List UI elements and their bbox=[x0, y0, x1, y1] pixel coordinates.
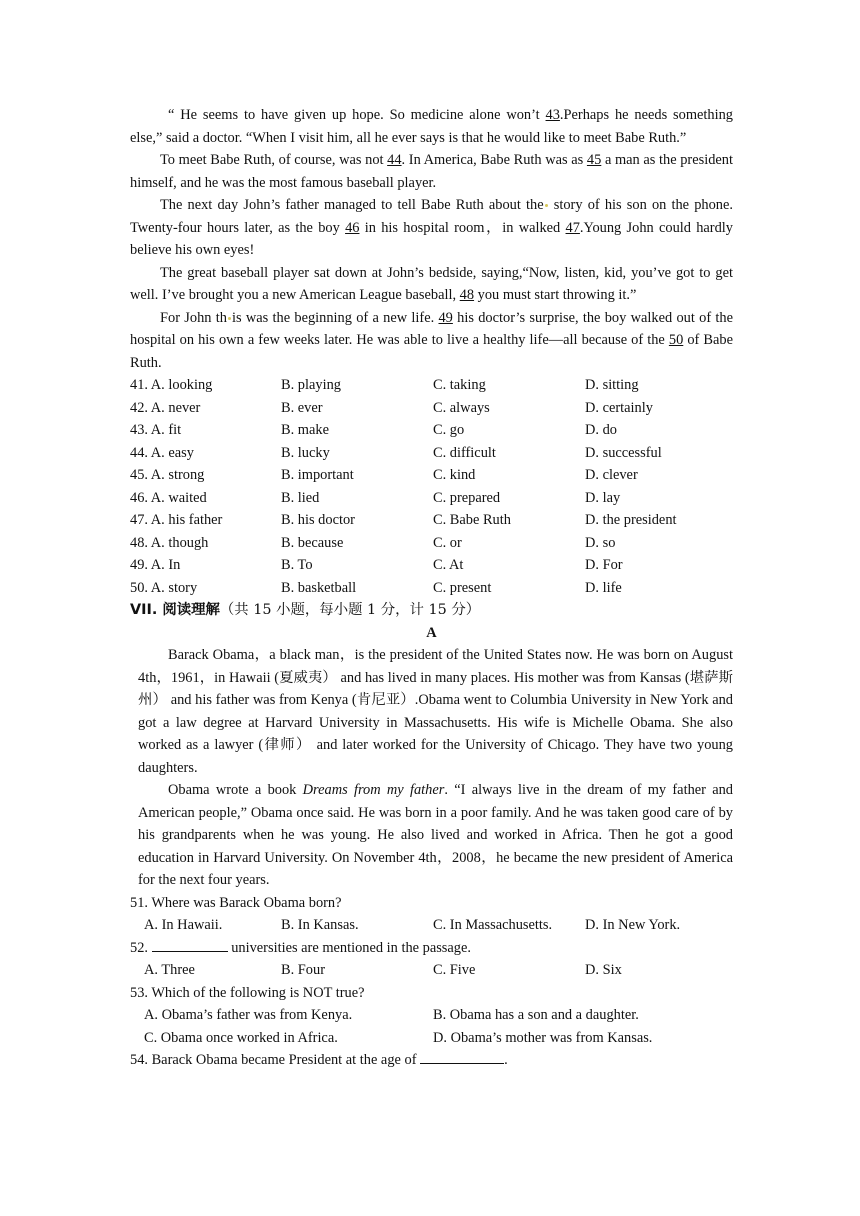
exam-page bbox=[130, 104, 733, 1072]
option: C. Babe Ruth bbox=[433, 512, 511, 528]
option: 45. A. strong bbox=[130, 467, 205, 483]
text: The great baseball player sat down at John’s bedside, saying,“Now, listen, kid, you’ve got to get well. I’ve brought you a new American League baseball, bbox=[130, 264, 733, 303]
option: A. In Hawaii. bbox=[144, 917, 223, 933]
text: “ He seems to have given up hope. So medicine alone won’t bbox=[168, 107, 546, 123]
option: D. do bbox=[585, 422, 617, 438]
option: D. life bbox=[585, 579, 622, 596]
option-row-45 bbox=[130, 464, 733, 487]
blank-50: 50 bbox=[668, 332, 684, 348]
option: 47. A. his father bbox=[130, 512, 223, 528]
text: For John th bbox=[160, 309, 227, 326]
option: B. Four bbox=[281, 962, 325, 978]
text: . “I always live in the dream of my father and American people,” Obama once said. He was born in a poor family. And he was taken good care of by his grandparents when he was young. He also lived and worked in Africa. Then he got a good education in Harvard University. On November 4th，2008，he became the new president of America for the next four years. bbox=[138, 782, 734, 888]
question-52 bbox=[130, 937, 733, 960]
book-title: Dreams from my father bbox=[302, 782, 445, 798]
text: you must start throwing it.” bbox=[474, 287, 637, 303]
option: 48. A. though bbox=[130, 534, 209, 551]
option: B. playing bbox=[281, 377, 341, 393]
passage-paragraph-1: Barack Obama，a black man，is the president of the United States now. He was born on August 4th，1961，in Hawaii (夏威夷） and has lived in many places. His mother was from Kansas (堪萨斯州） and his father was from Kenya (肯尼亚）.Obama went to Columbia University in New York and got a law degree at Harvard University in Massachusetts. His wife is Michelle Obama. She also worked as a lawyer (律师） and later worked for the University of Chicago. They have two young daughters. bbox=[138, 647, 733, 776]
blank-45: 45 bbox=[586, 152, 602, 168]
option: C. taking bbox=[433, 377, 486, 393]
option: B. his doctor bbox=[281, 512, 355, 528]
cloze-paragraph-3 bbox=[130, 194, 733, 262]
option-row-50 bbox=[130, 577, 733, 600]
option: D. certainly bbox=[585, 399, 653, 416]
option: C. go bbox=[433, 422, 465, 438]
question-text: 54. Barack Obama became President at the age of bbox=[130, 1052, 421, 1068]
option: D. For bbox=[585, 557, 623, 573]
option: B. make bbox=[281, 422, 329, 438]
option: D. so bbox=[585, 534, 616, 551]
option: B. Obama has a son and a daughter. bbox=[433, 1007, 639, 1023]
option: D. sitting bbox=[585, 377, 639, 393]
option-row-48 bbox=[130, 532, 733, 555]
text: The next day John’s father managed to tell Babe Ruth about the bbox=[160, 197, 544, 213]
option: 42. A. never bbox=[130, 399, 201, 416]
text: .Perhaps he needs something else,” said a doctor. “When I visit him, all he ever says is that he would like to meet Babe Ruth.” bbox=[130, 107, 734, 146]
passage-paragraph-2 bbox=[138, 779, 733, 892]
option: B. To bbox=[281, 557, 313, 573]
text: Obama wrote a book bbox=[168, 782, 303, 798]
option: D. successful bbox=[585, 444, 662, 461]
blank-49: 49 bbox=[438, 309, 453, 326]
dot-mark bbox=[545, 204, 548, 207]
section-subtitle: （共 15 小题，每小题 1 分，计 15 分） bbox=[219, 602, 481, 618]
section-title: VII. 阅读理解 bbox=[130, 602, 220, 618]
option-row-43 bbox=[130, 419, 733, 442]
cloze-paragraph-2 bbox=[130, 149, 733, 194]
option: 46. A. waited bbox=[130, 489, 207, 506]
option: B. In Kansas. bbox=[281, 917, 359, 933]
option: C. kind bbox=[433, 467, 476, 483]
passage-a bbox=[130, 644, 733, 892]
passage-label: A bbox=[426, 624, 437, 641]
option: C. difficult bbox=[433, 444, 496, 461]
option-row-49 bbox=[130, 554, 733, 577]
text: story of his son on the phone. Twenty-four hours later, as the boy bbox=[130, 197, 733, 236]
section-heading bbox=[130, 599, 733, 622]
option: B. ever bbox=[281, 399, 323, 416]
option: D. clever bbox=[585, 467, 638, 483]
option: C. Obama once worked in Africa. bbox=[144, 1029, 338, 1046]
option: C. Five bbox=[433, 962, 476, 978]
option: D. In New York. bbox=[585, 917, 681, 933]
text: is was the beginning of a new life. bbox=[231, 309, 439, 326]
option: B. because bbox=[281, 534, 344, 551]
option: D. the president bbox=[585, 512, 677, 528]
question-text: universities are mentioned in the passage. bbox=[227, 939, 471, 956]
option-row-42 bbox=[130, 397, 733, 420]
cloze-paragraph-4 bbox=[130, 262, 733, 307]
option: C. prepared bbox=[433, 489, 501, 506]
option: 43. A. fit bbox=[130, 422, 182, 438]
option: C. In Massachusetts. bbox=[433, 917, 553, 933]
option: 41. A. looking bbox=[130, 377, 213, 393]
cloze-paragraph-1 bbox=[130, 104, 733, 149]
option: 50. A. story bbox=[130, 579, 198, 596]
blank-43: 43 bbox=[545, 107, 560, 123]
text: To meet Babe Ruth, of course, was not bbox=[160, 152, 388, 168]
option: 44. A. easy bbox=[130, 444, 194, 461]
option: B. lied bbox=[281, 489, 320, 506]
question-51: 51. Where was Barack Obama born? bbox=[130, 894, 342, 911]
option: C. always bbox=[433, 399, 490, 416]
text: in his hospital room，in walked bbox=[359, 219, 566, 236]
option: C. present bbox=[433, 579, 492, 596]
option: C. At bbox=[433, 557, 464, 573]
question-52-options bbox=[130, 959, 733, 982]
text: . In America, Babe Ruth was as bbox=[401, 152, 587, 168]
dot-mark bbox=[228, 317, 231, 320]
option: B. basketball bbox=[281, 579, 357, 596]
question-end: . bbox=[504, 1052, 508, 1068]
question-51-options bbox=[130, 914, 733, 937]
option: B. important bbox=[281, 467, 354, 483]
question-53: 53. Which of the following is NOT true? bbox=[130, 984, 365, 1001]
option: C. or bbox=[433, 534, 462, 551]
option: A. Obama’s father was from Kenya. bbox=[144, 1007, 353, 1023]
cloze-paragraph-5 bbox=[130, 307, 733, 375]
text: of Babe Ruth. bbox=[130, 332, 733, 371]
option-row-44 bbox=[130, 442, 733, 465]
option: A. Three bbox=[144, 962, 195, 978]
blank-48: 48 bbox=[459, 287, 475, 303]
option-row-47 bbox=[130, 509, 733, 532]
blank-44: 44 bbox=[387, 152, 402, 168]
option: D. Six bbox=[585, 962, 622, 978]
option-row-46 bbox=[130, 487, 733, 510]
option: D. lay bbox=[585, 489, 621, 506]
option: 49. A. In bbox=[130, 557, 181, 573]
text: a man as the president himself, and he was the most famous baseball player. bbox=[130, 152, 733, 191]
question-54 bbox=[130, 1049, 733, 1072]
answer-blank bbox=[420, 1049, 504, 1064]
answer-blank bbox=[152, 937, 228, 952]
blank-47: 47 bbox=[565, 219, 580, 236]
text: his doctor’s surprise, the boy walked out of the hospital on his own a few weeks later. He was able to live a healthy life—all because of the bbox=[130, 309, 733, 348]
text: .Young John could hardly believe his own eyes! bbox=[130, 219, 733, 258]
question-53-options bbox=[130, 1004, 733, 1049]
blank-46: 46 bbox=[345, 219, 360, 236]
option-row-41 bbox=[130, 374, 733, 397]
question-number: 52. bbox=[130, 939, 148, 956]
option: D. Obama’s mother was from Kansas. bbox=[433, 1029, 653, 1046]
cloze-options bbox=[130, 374, 733, 599]
option: B. lucky bbox=[281, 444, 330, 461]
